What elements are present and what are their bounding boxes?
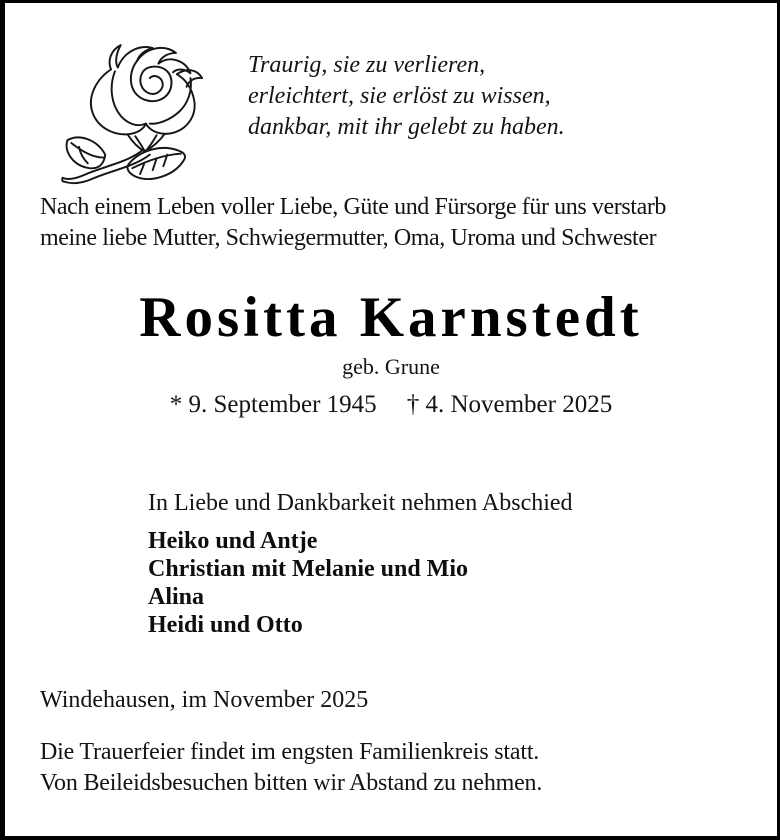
mourner-line: Alina	[148, 584, 205, 610]
birth-date: * 9. September 1945	[169, 391, 377, 418]
mourner-line: Christian mit Melanie und Mio	[148, 556, 469, 582]
epigraph-line-3: dankbar, mit ihr gelebt zu haben.	[248, 114, 565, 140]
epigraph-line-1: Traurig, sie zu verlieren,	[248, 52, 486, 78]
intro-line-1: Nach einem Leben voller Liebe, Güte und Fürsorge für uns verstarb	[40, 194, 667, 220]
life-dates	[5, 390, 777, 420]
deceased-name: Rositta Karnstedt	[139, 286, 643, 349]
farewell-intro: In Liebe und Dankbarkeit nehmen Abschied	[148, 490, 573, 516]
death-date: † 4. November 2025	[406, 391, 613, 418]
mourners-list	[148, 527, 777, 639]
closing-line-2: Von Beileidsbesuchen bitten wir Abstand zu nehmen.	[40, 770, 543, 796]
mourner-line: Heidi und Otto	[148, 612, 303, 638]
maiden-name: geb. Grune	[342, 354, 440, 379]
epigraph-line-2: erleichtert, sie erlöst zu wissen,	[248, 83, 551, 109]
intro-paragraph	[40, 192, 749, 254]
rose-icon	[50, 38, 205, 186]
epigraph	[248, 50, 565, 143]
header-row	[50, 38, 777, 186]
intro-line-2: meine liebe Mutter, Schwiegermutter, Oma, Uroma und Schwester	[40, 225, 657, 251]
closing-line-1: Die Trauerfeier findet im engsten Familienkreis statt.	[40, 739, 540, 765]
closing-paragraph	[40, 737, 777, 799]
mourner-line: Heiko und Antje	[148, 528, 318, 554]
place-and-date: Windehausen, im November 2025	[40, 687, 369, 713]
